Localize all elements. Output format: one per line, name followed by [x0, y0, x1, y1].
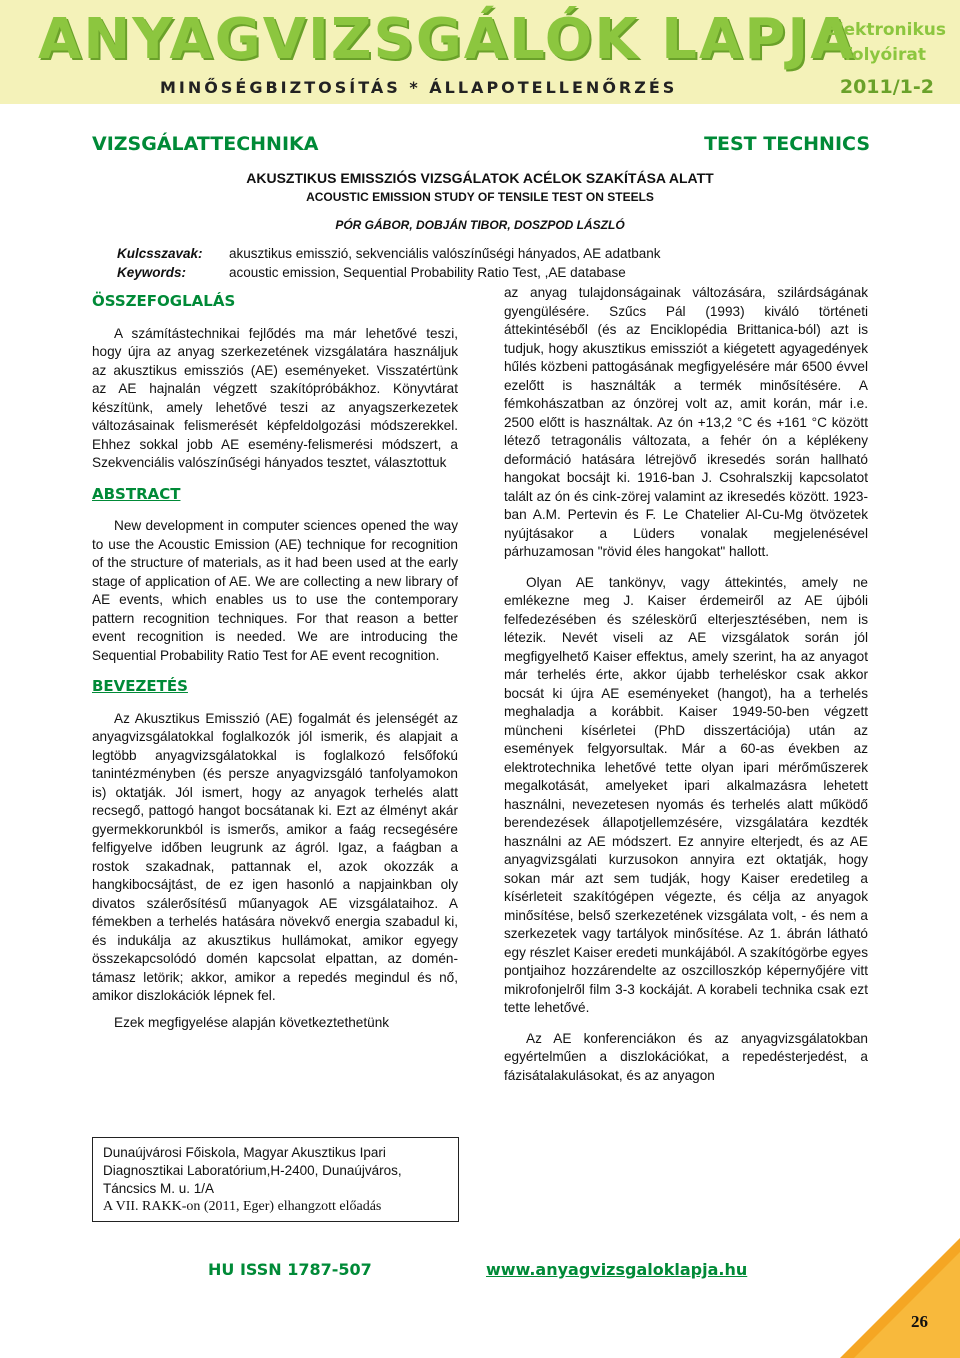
- summary-text: A számítástechnikai fejlődés ma már lehetővé teszi, hogy újra az anyag szerkezetének vizsgálatára használjuk az akusztikus emissziós (AE) eseményeket. Visszatértünk az AE hajnalán végzett szakítópróbákhoz. Könyvtárat készítünk, amely lehetővé teszi az anyagszerkezetek változásainak felismerését képfeldolgozási módszerekkel. Ehhez sokkal jobb AE esemény-felismerési módszert, a Szekvenciális valószínűségi hányados tesztet, választottuk: [92, 325, 458, 470]
- footer-url-link[interactable]: www.anyagvizsgaloklapja.hu: [486, 1260, 748, 1279]
- journal-title: ANYAGVIZSGÁLÓK LAPJA: [38, 7, 856, 72]
- keywords-hu-row: [117, 246, 660, 261]
- authors: PÓR GÁBOR, DOBJÁN TIBOR, DOSZPOD LÁSZLÓ: [335, 218, 625, 232]
- right-paragraph-1: az anyag tulajdonságainak változására, szilárdságának gyengülésére. Szűcs Pál (1993) kiváló történeti áttekintéséből (és az Enciklopédia Brittanica-ból) azt is tudjuk, hogy akusztikus emissziót a kiégetett agyagedények hűlés közbeni pattogásának megfigyelésére már 6500 évvel ezelőtt is használták a termék minősítésére. A fémkohászatban az ónzörej volt az, amit korán, már i.e. 2500 előtt is használtak. Az ón +13,2 °C és +161 °C között létező tetragonális változata, a fehér ón a képlékeny deformáció hatására létrejövő ikresedés során hallható hangokat bocsájt ki. 1916-ban J. Csohralszkij kapcsolatot talált az ón és cink-zörej valamint az ikresedés között. 1923-ban A.M. Pertevin és F. Le Chatelier Al-Cu-Mg ötvözetek nyújtásakor a Lüders vonalak megjelenésével párhuzamosan "rövid éles hangokat" hallott.: [504, 285, 868, 559]
- abstract-text: New development in computer sciences opened the way to use the Acoustic Emission (AE) technique for recognition of the structure of materials, as it had been used at the early stage of application of AE. We are collecting a new library of AE events, which enables us to use the contemporary pattern recognition techniques. For that reason a better event recognition is needed. We are introducing the Sequential Probability Ratio Test for AE event recognition.: [92, 518, 458, 663]
- page-corner-triangle: [840, 1238, 960, 1358]
- affiliation-address: Dunaújvárosi Főiskola, Magyar Akusztikus Ipari Diagnosztikai Laboratórium,H-2400, Dunaújváros, Táncsics M. u. 1/A: [103, 1145, 402, 1196]
- right-column: [504, 284, 868, 1085]
- keywords-hu-label: Kulcsszavak:: [117, 246, 203, 261]
- introduction-text: Az Akusztikus Emisszió (AE) fogalmát és jelenségét az anyagvizsgálatokkal foglalkozók jól ismerik, és alapjait a legtöbb anyagvizsgálatokkal is foglalkozó felsőfokú tanintézményben (és persze anyagvizsgáló tanfolyamokon is) oktatják. Jól ismert, hogy az anyagok terhelés alatt recsegő, pattogó hangot bocsátanak ki. Ezt az élményt akár gyermekkorunkból is ismerős, amikor a faág recsegésére felfigyelve időben leugrunk az ágról. Igaz, a faágban a rostok szakadnak, pattannak el, azok okozzák a hangkibocsájtást, de ez igen hasonló a napjainkban oly divatos szálerősítésű műanyagok AE vizsgálataihoz. A fémekben a terhelés hatására növekvő energia szabadul ki, és indukálja az akusztikus hullámokat, amikor egyegy összekapcsolódó domén kapcsolat elpattan, az domén-támasz letörik; akkor, amikor a repedés megindul és nő, amikor diszlokációk lépnek fel.: [92, 710, 458, 1003]
- abstract-heading: ABSTRACT: [92, 484, 181, 503]
- article-title-hu: AKUSZTIKUS EMISSZIÓS VIZSGÁLATOK ACÉLOK SZAKÍTÁSA ALATT: [246, 170, 714, 186]
- introduction-last-line: Ezek megfigyelése alapján következtethetünk: [114, 1014, 390, 1030]
- article-title-en: ACOUSTIC EMISSION STUDY OF TENSILE TEST ON STEELS: [306, 190, 654, 204]
- section-label-en: TEST TECHNICS: [704, 133, 870, 155]
- section-label-hu: VIZSGÁLATTECHNIKA: [92, 133, 319, 155]
- keywords-en-label: Keywords:: [117, 265, 187, 280]
- right-paragraph-3: Az AE konferenciákon és az anyagvizsgálatokban egyértelműen a diszlokációkat, a repedésterjedést, a fázisátalakulásokat, és az anyagon: [504, 1030, 868, 1083]
- keywords-hu: akusztikus emisszió, sekvenciális valószínűségi hányados, AE adatbank: [229, 246, 661, 261]
- right-paragraph-2: Olyan AE tankönyv, vagy áttekintés, amely ne emlékezne meg J. Kaiser érdemeiről az AE újbóli felfedezésében és széleskörű elterjesztésében, nem is létezik. Nevét viseli az AE vizsgálatok során jól megfigyelhető Kaiser effektus, amely szerint, ha az anyagot már terhelés érte, akkor újabb terheléskor csak akkor bocsát ki újra AE eseményeket (hangot), ha a terhelés meghaladja a korábbit. Kaiser 1949-50-ben végzett müncheni kísérletei (PhD disszertációja) után az események felgyorsultak. Már a 60-as években az elektrotechnika lehetővé tette olyan ipari mérőműszerek megalkotását, amelyeket ipari alkalmazásra lehetett használni, nevezetesen nyomás és terhelés alatt működő berendezések állapotjellemzésére, vizsgálatára kezdték használni az AE módszert. Ez annyire elterjedt, és az AE anyagvizsgálati kurzusokon annyira ezt oktatják, hogy sokan már azt sem tudják, hogy Kaiser eredetileg a kísérleteit szakítógépen végezte, és célja az anyagok minősítése, belső szerkezetének vizsgálata volt, - és nem a szerkezetek vagy tartályok minősítése. Az 1. ábrán látható egy részlet Kaiser eredeti munkájából. A szakítógörbe egyes pontjaihoz hozzárendelte az oszcilloszkóp képernyőjére vitt mikrofonjelről film 3-3 kockáját. A korabeli technika csak ezt tette lehetővé.: [504, 574, 868, 1015]
- footer-issn: HU ISSN 1787-507: [208, 1260, 372, 1279]
- keywords-en-row: [117, 265, 626, 280]
- journal-type-line2: folyóirat: [844, 45, 926, 65]
- affiliation-box: [92, 1137, 459, 1222]
- page-number: 26: [911, 1312, 928, 1331]
- journal-subtitle: MINŐSÉGBIZTOSÍTÁS * ÁLLAPOTELLENŐRZÉS: [160, 78, 678, 97]
- keywords-en: acoustic emission, Sequential Probability Ratio Test, ,AE database: [229, 265, 626, 280]
- journal-banner: [0, 0, 960, 104]
- journal-type-line1: Elektronikus: [826, 20, 946, 40]
- affiliation-note: A VII. RAKK-on (2011, Eger) elhangzott előadás: [103, 1199, 382, 1214]
- introduction-heading: BEVEZETÉS: [92, 677, 188, 695]
- left-column: [92, 292, 458, 1032]
- summary-heading: ÖSSZEFOGLALÁS: [92, 292, 236, 310]
- issue-number: 2011/1-2: [839, 76, 934, 98]
